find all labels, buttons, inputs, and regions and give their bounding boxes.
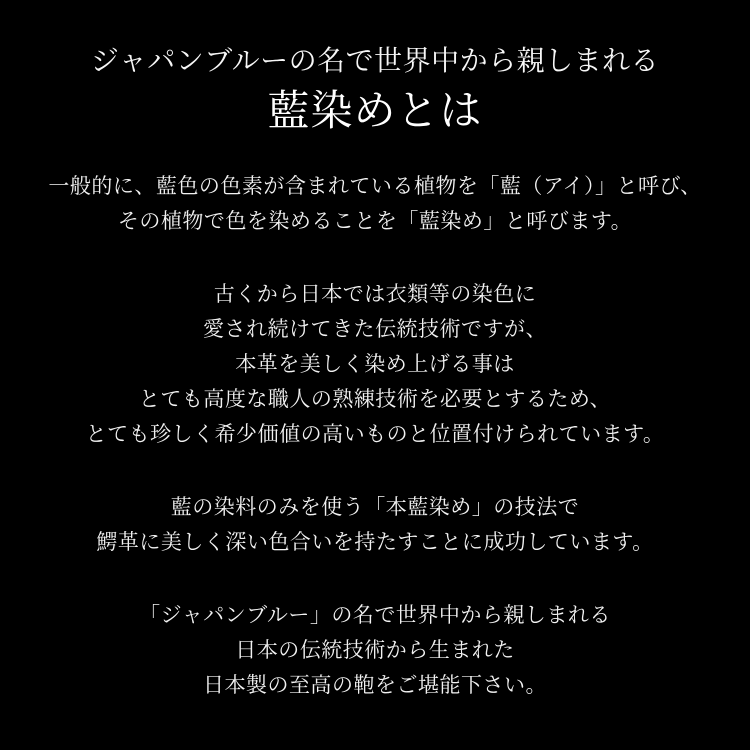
text-line: 鰐革に美しく深い色合いを持たすことに成功しています。	[96, 530, 654, 554]
text-line: 藍の染料のみを使う「本藍染め」の技法で	[170, 495, 580, 519]
intro-subtitle: ジャパンブルーの名で世界中から親しまれる	[90, 46, 660, 77]
paragraph-definition	[0, 169, 750, 239]
text-line: 「ジャパンブルー」の名で世界中から親しまれる	[139, 603, 611, 627]
text-line: 日本の伝統技術から生まれた	[235, 638, 515, 662]
text-line: 本革を美しく染め上げる事は	[235, 352, 515, 376]
text-line: 愛され続けてきた伝統技術ですが、	[203, 317, 547, 341]
paragraph-technique	[0, 490, 750, 560]
paragraph-closing	[0, 598, 750, 703]
text-line: とても高度な職人の熟練技術を必要とするため、	[138, 387, 612, 411]
text-line: その植物で色を染めることを「藍染め」と呼びます。	[117, 209, 633, 233]
text-line: 一般的に、藍色の色素が含まれている植物を「藍（アイ）」と呼び、	[48, 174, 702, 198]
text-line: とても珍しく希少価値の高いものと位置付けられています。	[85, 422, 665, 446]
paragraph-tradition	[0, 277, 750, 452]
page-title: 藍染めとは	[267, 89, 483, 135]
text-line: 古くから日本では衣類等の染色に	[213, 282, 537, 306]
text-line: 日本製の至高の鞄をご堪能下さい。	[203, 673, 547, 697]
